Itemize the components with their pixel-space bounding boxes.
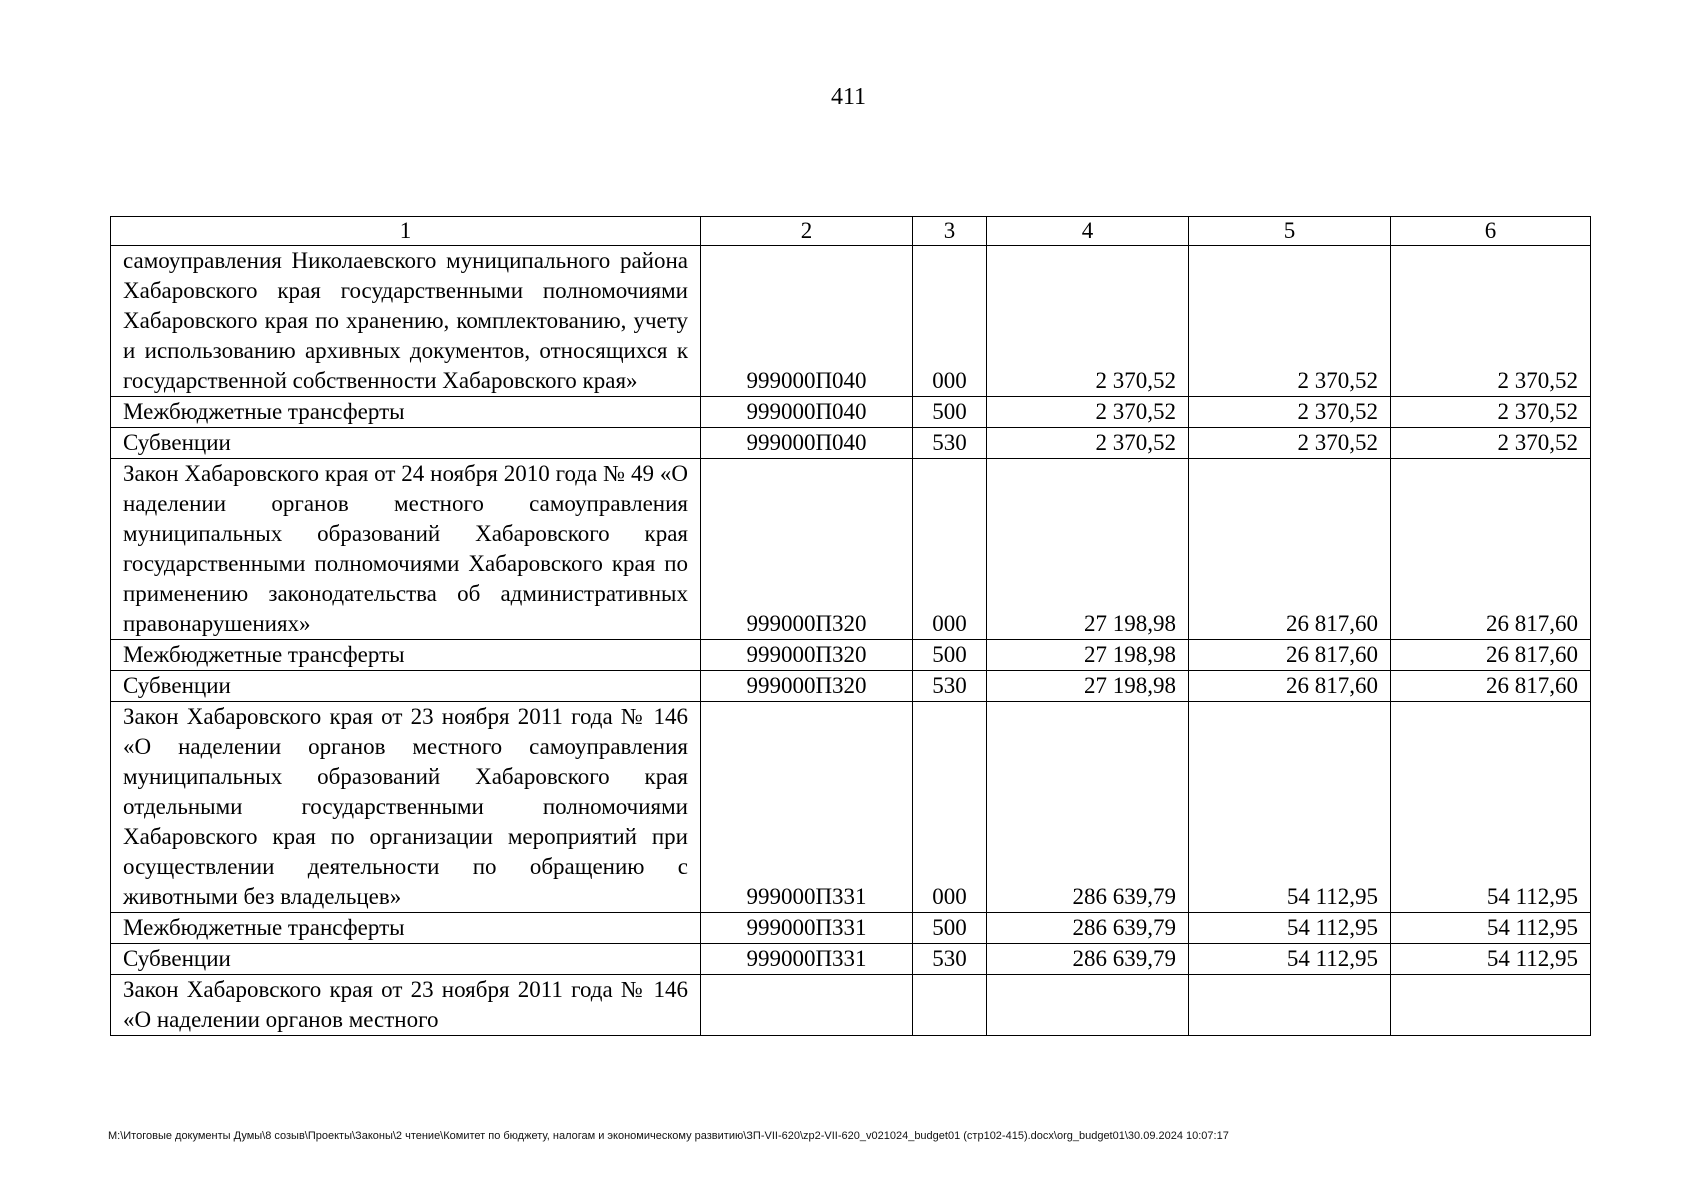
- row-description: Межбюджетные трансферты: [111, 913, 701, 944]
- row-value-col5: 26 817,60: [1189, 640, 1391, 671]
- row-code: 999000П040: [701, 428, 913, 459]
- row-value-col5: 26 817,60: [1189, 671, 1391, 702]
- row-expense-type: 500: [913, 913, 987, 944]
- row-expense-type: 530: [913, 944, 987, 975]
- row-value-col4: [987, 975, 1189, 1036]
- table-row: [111, 975, 1591, 1036]
- row-expense-type: 530: [913, 671, 987, 702]
- row-value-col5: 54 112,95: [1189, 913, 1391, 944]
- row-value-col5: 54 112,95: [1189, 944, 1391, 975]
- row-code: [701, 975, 913, 1036]
- row-value-col4: 2 370,52: [987, 428, 1189, 459]
- row-expense-type: 500: [913, 640, 987, 671]
- row-description: Закон Хабаровского края от 23 ноября 2011 года № 146 «О наделении органов местного: [111, 975, 701, 1036]
- column-header: 2: [701, 217, 913, 246]
- row-code: 999000П040: [701, 397, 913, 428]
- row-value-col6: [1391, 975, 1591, 1036]
- row-value-col4: 2 370,52: [987, 246, 1189, 397]
- row-code: 999000П331: [701, 913, 913, 944]
- row-description: Субвенции: [111, 671, 701, 702]
- row-value-col6: 26 817,60: [1391, 459, 1591, 640]
- table-row: [111, 397, 1591, 428]
- page-number: 411: [830, 84, 867, 110]
- row-expense-type: [913, 975, 987, 1036]
- table-row: [111, 640, 1591, 671]
- row-expense-type: 000: [913, 459, 987, 640]
- row-value-col6: 26 817,60: [1391, 640, 1591, 671]
- column-header: 1: [111, 217, 701, 246]
- row-value-col6: 54 112,95: [1391, 913, 1591, 944]
- row-description: Субвенции: [111, 428, 701, 459]
- row-expense-type: 000: [913, 246, 987, 397]
- row-description: Закон Хабаровского края от 23 ноября 2011 года № 146 «О наделении органов местного самоуправления муниципальных образований Хабаровского края отдельными государственными полномочиями Хабаровского края по организации мероприятий при осуществлении деятельности по обращению с животными без владельцев»: [111, 702, 701, 913]
- row-description: Закон Хабаровского края от 24 ноября 2010 года № 49 «О наделении органов местного самоуправления муниципальных образований Хабаровского края государственными полномочиями Хабаровского края по применению законодательства об административных правонарушениях»: [111, 459, 701, 640]
- row-expense-type: 500: [913, 397, 987, 428]
- row-value-col4: 27 198,98: [987, 459, 1189, 640]
- column-header: 4: [987, 217, 1189, 246]
- column-header: 6: [1391, 217, 1591, 246]
- row-description: Субвенции: [111, 944, 701, 975]
- table-row: [111, 702, 1591, 913]
- table-header-row: [111, 217, 1591, 246]
- column-header: 3: [913, 217, 987, 246]
- row-value-col4: 286 639,79: [987, 944, 1189, 975]
- column-header: 5: [1189, 217, 1391, 246]
- row-code: 999000П331: [701, 944, 913, 975]
- row-value-col5: 2 370,52: [1189, 428, 1391, 459]
- row-value-col4: 27 198,98: [987, 640, 1189, 671]
- row-code: 999000П320: [701, 459, 913, 640]
- row-value-col4: 2 370,52: [987, 397, 1189, 428]
- row-code: 999000П320: [701, 640, 913, 671]
- row-value-col6: 2 370,52: [1391, 428, 1591, 459]
- row-value-col6: 2 370,52: [1391, 397, 1591, 428]
- row-value-col5: [1189, 975, 1391, 1036]
- table-row: [111, 944, 1591, 975]
- row-code: 999000П331: [701, 702, 913, 913]
- row-code: 999000П040: [701, 246, 913, 397]
- row-expense-type: 530: [913, 428, 987, 459]
- row-value-col6: 54 112,95: [1391, 702, 1591, 913]
- row-value-col6: 26 817,60: [1391, 671, 1591, 702]
- row-value-col4: 27 198,98: [987, 671, 1189, 702]
- row-value-col6: 54 112,95: [1391, 944, 1591, 975]
- budget-table: [110, 216, 1591, 1036]
- table-row: [111, 428, 1591, 459]
- table-row: [111, 459, 1591, 640]
- row-value-col4: 286 639,79: [987, 702, 1189, 913]
- row-description: Межбюджетные трансферты: [111, 397, 701, 428]
- row-expense-type: 000: [913, 702, 987, 913]
- row-value-col5: 2 370,52: [1189, 397, 1391, 428]
- row-value-col5: 26 817,60: [1189, 459, 1391, 640]
- row-description: самоуправления Николаевского муниципального района Хабаровского края государственными полномочиями Хабаровского края по хранению, комплектованию, учету и использованию архивных документов, относящихся к государственной собственности Хабаровского края»: [111, 246, 701, 397]
- row-value-col6: 2 370,52: [1391, 246, 1591, 397]
- row-value-col4: 286 639,79: [987, 913, 1189, 944]
- row-description: Межбюджетные трансферты: [111, 640, 701, 671]
- table-row: [111, 671, 1591, 702]
- table-row: [111, 913, 1591, 944]
- document-path-footer: М:\Итоговые документы Думы\8 созыв\Проекты\Законы\2 чтение\Комитет по бюджету, налогам и экономическому развитию\ЗП-VII-620\zp2-VII-620_v021024_budget01 (стр102-415).docx\org_budget01\30.09.2024 10:07:17: [108, 1130, 1229, 1142]
- row-value-col5: 2 370,52: [1189, 246, 1391, 397]
- row-value-col5: 54 112,95: [1189, 702, 1391, 913]
- row-code: 999000П320: [701, 671, 913, 702]
- table-row: [111, 246, 1591, 397]
